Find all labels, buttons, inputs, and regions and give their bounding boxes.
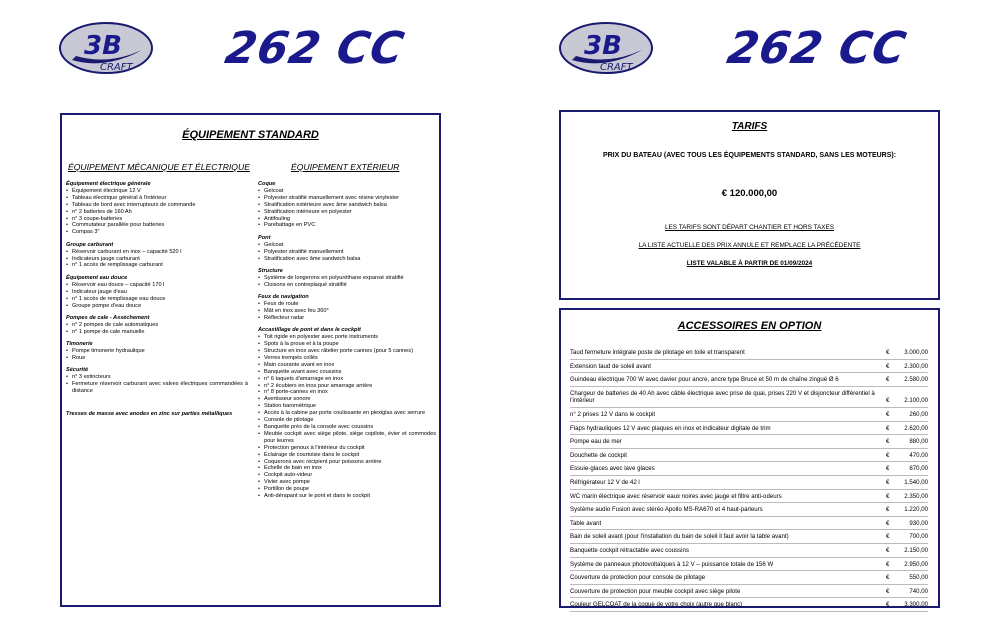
accessory-row — [570, 530, 928, 544]
accessory-row — [570, 544, 928, 558]
accessory-name: WC marin électrique avec réservoir eaux noires avec jauge et filtre anti-odeurs — [570, 492, 782, 500]
accessory-row — [570, 435, 928, 449]
equipment-item: • Commutateur parallèle pour batteries — [66, 222, 248, 229]
equipment-item: • Banquette avant avec coussins — [258, 369, 436, 376]
equipment-group-title: Sécurité — [66, 367, 89, 374]
equipment-item: • Groupe pompe d'eau douce — [66, 303, 248, 310]
equipment-item: • Meuble cockpit avec siège pilote, siège copilote, évier et commodes pour leurres — [258, 431, 436, 445]
accessory-price — [886, 425, 928, 433]
equipment-item: • Console de pilotage — [258, 417, 436, 424]
accessory-row — [570, 558, 928, 572]
price-value: 3.000,00 — [904, 349, 928, 356]
equipment-item: • Système de longerons en polyuréthane expansé stratifié — [258, 275, 436, 282]
accessory-name: n° 2 prises 12 V dans le cockpit — [570, 410, 656, 418]
equipment-item: • Toit rigide en polyester avec porte instruments — [258, 334, 436, 341]
accessory-name: Taud fermeture intégrale poste de pilotage en toile et transparent — [570, 349, 745, 356]
price-value: 550,00 — [909, 574, 928, 582]
svg-text:3B: 3B — [584, 31, 622, 61]
currency-symbol: € — [886, 410, 890, 418]
equipment-list — [66, 374, 248, 395]
currency-symbol: € — [886, 362, 890, 370]
accessory-price — [886, 547, 928, 555]
price-value: 1.220,00 — [904, 506, 928, 514]
accessory-name: Couverture de protection pour console de pilotage — [570, 574, 706, 582]
equipment-item: • Pompe timonerie hydraulique — [66, 348, 248, 355]
equipment-item: • Éclairage de courtoisie dans le cockpit — [258, 452, 436, 459]
accessory-price — [886, 465, 928, 473]
equipment-item: • n° 1 accès de remplissage eau douce — [66, 296, 248, 303]
accessory-row — [570, 346, 928, 360]
boat-price: € 120.000,00 — [721, 188, 778, 199]
currency-symbol: € — [886, 376, 890, 384]
accessory-price — [886, 479, 928, 487]
tarifs-panel — [559, 110, 940, 300]
accessory-name: Bain de soleil avant (pour l'installation du bain de soleil il faut avoir la table avant) — [570, 533, 789, 541]
equipment-group-title: Pont — [258, 234, 271, 241]
equipment-group-title: Coque — [258, 181, 276, 187]
equipment-item: • Stratification avec âme sandwich balsa — [258, 256, 436, 263]
price-value: 870,00 — [909, 465, 928, 473]
accessory-price — [886, 574, 928, 582]
currency-symbol: € — [886, 574, 890, 582]
equipment-group-title: Pompes de cale - Assèchement — [66, 314, 150, 321]
accessory-name: Flaps hydrauliques 12 V avec plaques en inox et indicateur digitale de trim — [570, 424, 771, 432]
currency-symbol: € — [886, 397, 890, 405]
equipment-item: • n° 2 écubiers en inox pour amarrage arrière — [258, 383, 436, 390]
accessory-price — [886, 452, 928, 460]
tarifs-subtitle: PRIX DU BATEAU (AVEC TOUS LES ÉQUIPEMENTS STANDARD, SANS LES MOTEURS): — [602, 152, 897, 159]
equipment-item: • Accès à la cabine par porte coulissante en plexiglas avec serrure — [258, 410, 436, 417]
price-value: 2.950,00 — [904, 560, 928, 568]
accessory-row — [570, 449, 928, 463]
accessory-price — [886, 349, 928, 357]
3b-craft-logo-left — [58, 20, 154, 76]
accessory-row — [570, 462, 928, 476]
currency-symbol: € — [886, 560, 890, 568]
price-value: 2.100,00 — [904, 397, 928, 405]
equipment-item: • Structure en inox avec râtelier porte cannes (pour 5 cannes) — [258, 348, 436, 355]
accessory-price — [886, 363, 928, 371]
accessory-row — [570, 503, 928, 517]
accessories-title: ACCESSOIRES EN OPTION — [677, 320, 822, 332]
equipment-item: • n° 1 accès de remplissage carburant — [66, 262, 248, 269]
accessory-row — [570, 490, 928, 504]
accessory-name: Guindeau électrique 700 W avec davier pour ancre, ancre type Bruce et 50 m de chaîne zingué Ø 6 — [570, 376, 839, 384]
accessory-price — [886, 520, 928, 528]
model-title-right: 262 CC — [723, 23, 911, 74]
equipment-item: • Tableau de bord avec interrupteurs de commande — [66, 202, 248, 209]
equipment-item: • n° 3 coupe-batteries — [66, 216, 248, 223]
price-value: 2.300,00 — [904, 362, 928, 370]
accessory-name: Essuie-glaces avec lave glaces — [570, 465, 655, 473]
currency-symbol: € — [886, 465, 890, 473]
equipment-item: • Banquette près de la console avec coussins — [258, 424, 436, 431]
equipment-list — [66, 348, 248, 362]
accessory-row — [570, 571, 928, 585]
currency-symbol: € — [886, 349, 890, 356]
standard-equipment-panel — [60, 113, 441, 607]
price-value: 3.300,00 — [904, 601, 928, 609]
equipment-group-title: Groupe carburant — [66, 241, 114, 248]
currency-symbol: € — [886, 519, 890, 527]
equipment-item: • Parebattage en PVC — [258, 222, 436, 229]
price-value: 930,00 — [909, 519, 928, 527]
equipment-item: • Antifouling — [258, 216, 436, 223]
accessory-price — [886, 397, 928, 405]
currency-symbol: € — [886, 451, 890, 459]
tarifs-note-1: LES TARIFS SONT DÉPART CHANTIER ET HORS TAXES — [664, 224, 835, 231]
price-value: 2.620,00 — [904, 424, 928, 432]
equipment-item: • Réservoir carburant en inox – capacité 520 l — [66, 249, 248, 256]
accessory-price — [886, 438, 928, 446]
accessory-row — [570, 585, 928, 599]
accessory-row — [570, 373, 928, 387]
equipment-item: • Indicateurs jauge carburant — [66, 256, 248, 263]
equipment-group-title: Équipement électrique générale — [66, 181, 151, 187]
accessory-name: Pompe eau de mer — [570, 438, 622, 446]
equipment-item: • Verres trempés collés — [258, 355, 436, 362]
equipment-list — [66, 322, 248, 336]
equipment-item: • Vivier avec pompe — [258, 479, 436, 486]
price-value: 2.350,00 — [904, 492, 928, 500]
exterior-column — [258, 181, 436, 500]
accessory-row — [570, 387, 928, 408]
price-value: 470,00 — [909, 451, 928, 459]
svg-text:CRAFT: CRAFT — [600, 62, 633, 73]
accessory-name: Système de panneaux photovoltaïques à 12 V – puissance totale de 156 W — [570, 560, 774, 568]
tarifs-title: TARIFS — [731, 121, 768, 132]
accessory-name: Chargeur de batteries de 40 Ah avec câble électrique avec prise de quai, prises 220 V et disjoncteur différentiel à l'intérieur — [570, 389, 875, 405]
equipment-group-title: Équipement eau douce — [66, 274, 128, 281]
equipment-item: • Anti-dérapant sur le pont et dans le cockpit — [258, 493, 436, 500]
equipment-list — [258, 188, 436, 229]
equipment-item: • n° 8 porte-cannes en inox — [258, 389, 436, 396]
accessory-name: Banquette cockpit rétractable avec coussins — [570, 546, 689, 554]
accessory-name: Extension taud de soleil avant — [570, 362, 651, 370]
accessory-price — [886, 588, 928, 596]
equipment-item: • Roue — [66, 355, 248, 362]
equipment-item: • Stratification extérieure avec âme sandwich balsa — [258, 202, 436, 209]
equipment-item: • Cockpit auto-videur — [258, 472, 436, 479]
mechanical-electrical-heading: ÉQUIPEMENT MÉCANIQUE ET ÉLECTRIQUE — [68, 162, 250, 172]
equipment-list — [258, 334, 436, 500]
equipment-item: • Spots à la proue et à la poupe — [258, 341, 436, 348]
price-value: 880,00 — [909, 438, 928, 446]
accessory-row — [570, 517, 928, 531]
equipment-item: • Protection genoux à l'intérieur du cockpit — [258, 445, 436, 452]
equipment-item: • Main courante avant en inox — [258, 362, 436, 369]
equipment-item: • n° 3 extincteurs — [66, 374, 248, 381]
accessory-price — [886, 506, 928, 514]
currency-symbol: € — [886, 492, 890, 500]
equipment-item: • n° 2 batteries de 160 Ah — [66, 209, 248, 216]
currency-symbol: € — [886, 533, 890, 541]
equipment-list — [258, 242, 436, 263]
equipment-list — [66, 282, 248, 310]
mechanical-electrical-column — [66, 181, 248, 418]
equipment-group-title: Feux de navigation — [258, 294, 309, 301]
currency-symbol: € — [886, 506, 890, 514]
equipment-item: • Fermeture réservoir carburant avec valves électriques commandées à distance — [66, 381, 248, 395]
currency-symbol: € — [886, 478, 890, 486]
equipment-item: • Cloisons en contreplaqué stratifié — [258, 282, 436, 289]
equipment-list — [258, 275, 436, 289]
equipment-list — [258, 301, 436, 322]
currency-symbol: € — [886, 438, 890, 446]
equipment-item: • Réservoir eau douce – capacité 170 l — [66, 282, 248, 289]
currency-symbol: € — [886, 546, 890, 554]
svg-text:CRAFT: CRAFT — [100, 62, 133, 73]
accessory-name: Réfrigérateur 12 V de 42 l — [570, 478, 640, 486]
equipment-group-title: Timonerie — [66, 341, 93, 348]
standard-equipment-title: ÉQUIPEMENT STANDARD — [182, 129, 319, 141]
equipment-item: • Feux de route — [258, 301, 436, 308]
price-value: 2.150,00 — [904, 546, 928, 554]
equipment-item: • Tableau électrique général à l'intérieur — [66, 195, 248, 202]
tarifs-note-3: LISTE VALABLE À PARTIR DE 01/09/2024 — [686, 260, 813, 267]
equipment-item: • Mât en inox avec feu 360° — [258, 308, 436, 315]
equipment-item: • Échelle de bain en inox — [258, 465, 436, 472]
equipment-group-title: Structure — [258, 267, 283, 274]
exterior-heading: ÉQUIPEMENT EXTÉRIEUR — [291, 162, 400, 172]
equipment-item: • Polyester stratifié manuellement avec résine vinylester — [258, 195, 436, 202]
equipment-item: • Polyester stratifié manuellement — [258, 249, 436, 256]
svg-text:3B: 3B — [84, 31, 122, 61]
currency-symbol: € — [886, 587, 890, 595]
equipment-item: • n° 6 taquets d'amarrage en inox — [258, 376, 436, 383]
equipment-item: • Indicateur jauge d'eau — [66, 289, 248, 296]
equipment-item: • Station barométrique — [258, 403, 436, 410]
equipment-group-title: Tresses de masse avec anodes en zinc sur parties métalliques — [66, 410, 233, 417]
equipment-item: • Coquerons avec récipient pour poissons arrière — [258, 459, 436, 466]
equipment-item: • n° 1 pompe de cale manuelle — [66, 329, 248, 336]
accessories-panel — [559, 308, 940, 608]
price-value: 740,00 — [909, 587, 928, 595]
equipment-list — [66, 249, 248, 270]
accessory-price — [886, 601, 928, 609]
accessory-price — [886, 493, 928, 501]
accessory-price — [886, 561, 928, 569]
equipment-item: • Gelcoat — [258, 188, 436, 195]
accessory-name: Table avant — [570, 519, 602, 527]
accessory-price — [886, 376, 928, 384]
price-value: 1.540,00 — [904, 478, 928, 486]
accessory-name: Couleur GELCOAT de la coque de votre choix (autre que blanc) — [570, 601, 743, 609]
accessory-row — [570, 476, 928, 490]
equipment-item: • Compas 3" — [66, 229, 248, 236]
price-value: 260,00 — [909, 410, 928, 418]
price-value: 2.580,00 — [904, 376, 928, 384]
equipment-item: • Stratification intérieure en polyester — [258, 209, 436, 216]
equipment-item: • Réflecteur radar — [258, 315, 436, 322]
accessory-name: Douchette de cockpit — [570, 451, 627, 459]
accessory-price — [886, 411, 928, 419]
accessory-row — [570, 360, 928, 374]
equipment-item: • Portillon de poupe — [258, 486, 436, 493]
accessories-list — [570, 346, 928, 612]
accessory-row — [570, 408, 928, 422]
equipment-list — [66, 188, 248, 236]
equipment-item: • Avertisseur sonore — [258, 396, 436, 403]
equipment-item: • Équipement électrique 12 V — [66, 188, 248, 195]
equipment-item: • n° 2 pompes de cale automatiques — [66, 322, 248, 329]
price-value: 700,00 — [909, 533, 928, 541]
accessory-row — [570, 422, 928, 436]
accessory-name: Couverture de protection pour meuble cockpit avec siège pilote — [570, 587, 741, 595]
model-title-left: 262 CC — [221, 23, 409, 74]
accessory-price — [886, 533, 928, 541]
tarifs-note-2: LA LISTE ACTUELLE DES PRIX ANNULE ET REMPLACE LA PRÉCÉDENTE — [638, 242, 861, 249]
accessory-row — [570, 598, 928, 612]
accessory-name: Système audio Fusion avec stéréo Apollo MS-RA670 et 4 haut-parleurs — [570, 506, 763, 514]
3b-craft-logo-right — [558, 20, 654, 76]
equipment-group-title: Accastillage de pont et dans le cockpit — [258, 327, 361, 334]
currency-symbol: € — [886, 601, 890, 609]
currency-symbol: € — [886, 424, 890, 432]
equipment-item: • Gelcoat — [258, 242, 436, 249]
